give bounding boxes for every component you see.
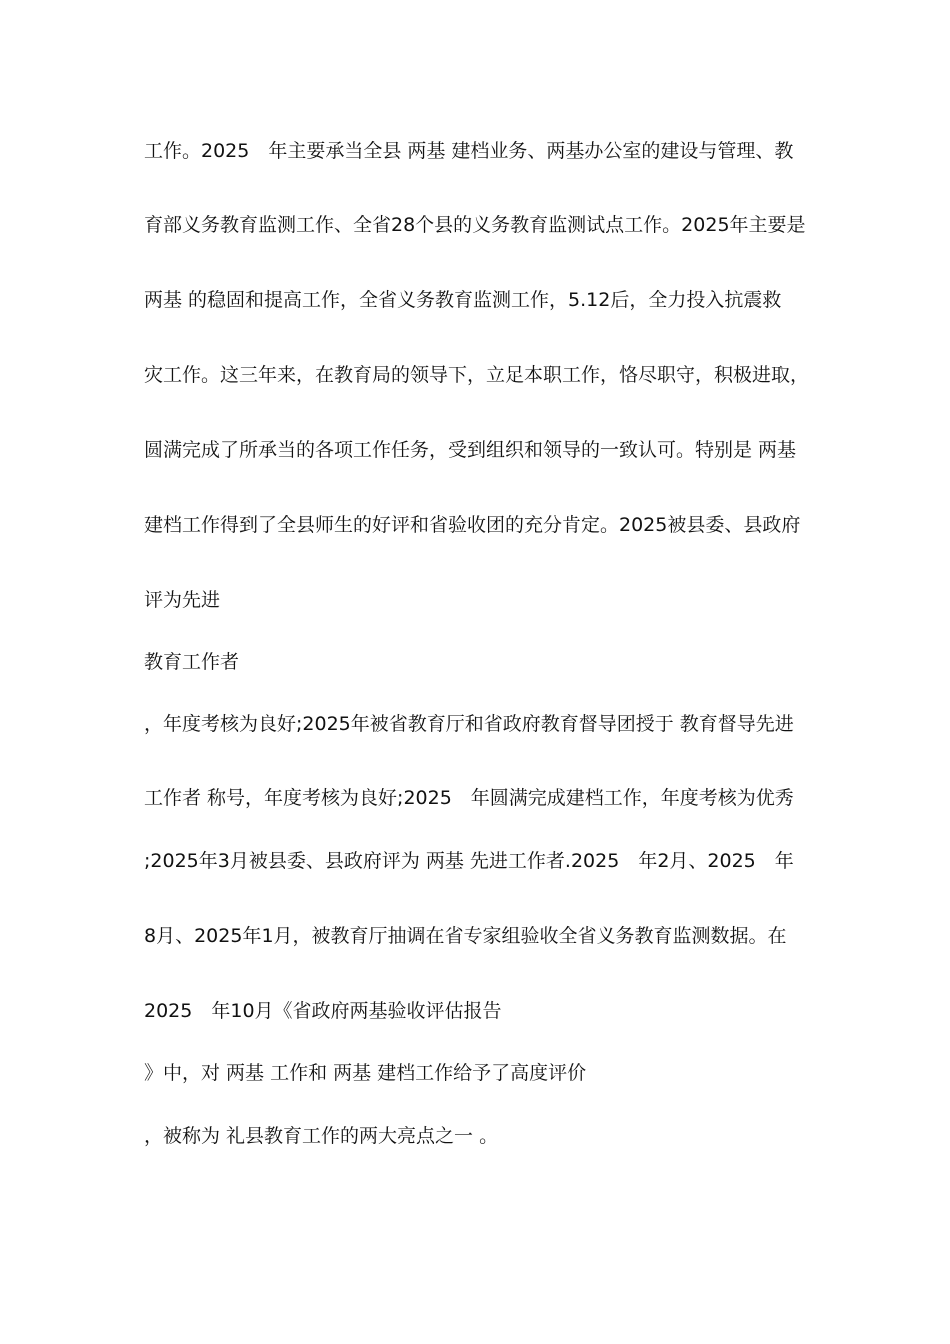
text-line-5: 圆满完成了所承当的各项工作任务，受到组织和领导的一致认可。特别是 两基 [144,439,797,461]
text-line-3: 两基 的稳固和提高工作，全省义务教育监测工作，5.12后，全力投入抗震救 [144,289,782,311]
text-line-4: 灾工作。这三年来，在教育局的领导下，立足本职工作，恪尽职守，积极进取， [144,364,810,386]
text-line-15: ，被称为 礼县教育工作的两大亮点之一 。 [144,1125,499,1147]
text-line-13: 2025 年10月《省政府两基验收评估报告 [144,1000,502,1022]
text-line-14: 》中，对 两基 工作和 两基 建档工作给予了高度评价 [144,1062,587,1084]
text-line-1: 工作。2025 年主要承当全县 两基 建档业务、两基办公室的建设与管理、教 [144,140,794,162]
text-line-8: 教育工作者 [144,651,240,673]
text-line-9: ，年度考核为良好;2025年被省教育厅和省政府教育督导团授于 教育督导先进 [144,713,794,735]
text-line-6: 建档工作得到了全县师生的好评和省验收团的充分肯定。2025被县委、县政府 [144,514,801,536]
text-line-10: 工作者 称号，年度考核为良好;2025 年圆满完成建档工作，年度考核为优秀 [144,787,794,809]
text-line-2: 育部义务教育监测工作、全省28个县的义务教育监测试点工作。2025年主要是 [144,214,806,236]
text-line-7: 评为先进 [144,589,221,611]
text-line-11: ;2025年3月被县委、县政府评为 两基 先进工作者.2025 年2月、2025 年 [144,850,794,872]
text-line-12: 8月、2025年1月，被教育厅抽调在省专家组验收全省义务教育监测数据。在 [144,925,787,947]
